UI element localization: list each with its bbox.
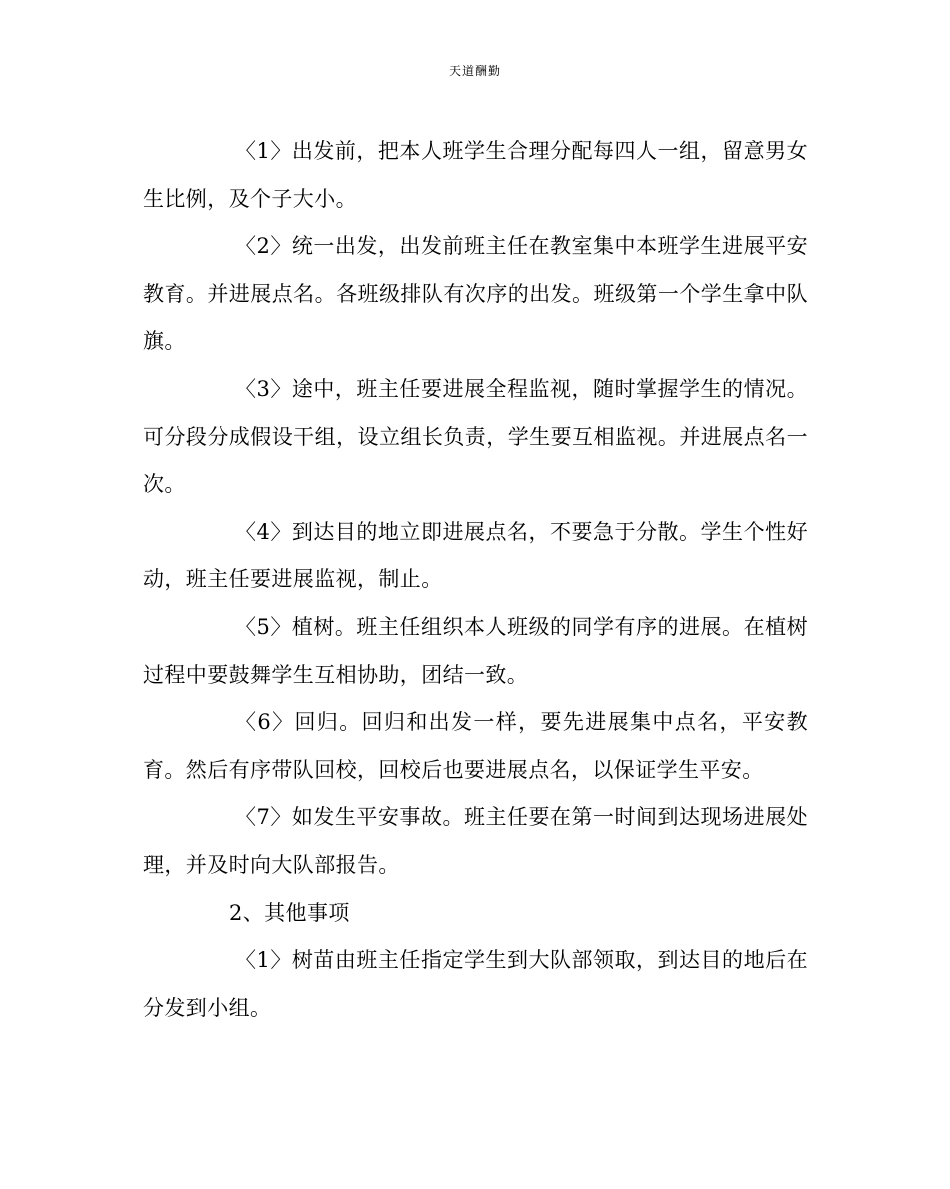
paragraph-item-1: 〈1〉出发前，把本人班学生合理分配每四人一组，留意男女生比例，及个子大小。 xyxy=(143,139,808,211)
paragraph-item-4: 〈4〉到达目的地立即进展点名，不要急于分散。学生个性好动，班主任要进展监视，制止。 xyxy=(143,519,808,592)
paragraph-item-6: 〈6〉回归。回归和出发一样，要先进展集中点名，平安教育。然后有序带队回校，回校后也要进展点名，以保证学生平安。 xyxy=(143,710,808,782)
document-body xyxy=(143,128,808,1032)
paragraph-item-3: 〈3〉途中，班主任要进展全程监视，随时掌握学生的情况。可分段分成假设干组，设立组长负责，学生要互相监视。并进展点名一次。 xyxy=(143,376,808,497)
paragraph-item-2: 〈2〉统一出发，出发前班主任在教室集中本班学生进展平安教育。并进展点名。各班级排队有次序的出发。班级第一个学生拿中队旗。 xyxy=(143,234,808,354)
paragraph-other-item-1: 〈1〉树苗由班主任指定学生到大队部领取，到达目的地后在分发到小组。 xyxy=(143,948,808,1020)
paragraph-item-5: 〈5〉植树。班主任组织本人班级的同学有序的进展。在植树过程中要鼓舞学生互相协助，团结一致。 xyxy=(143,614,808,687)
page-header: 天道酬勤 xyxy=(448,64,501,78)
paragraph-item-7: 〈7〉如发生平安事故。班主任要在第一时间到达现场进展处理，并及时向大队部报告。 xyxy=(143,805,808,877)
section-heading-other-matters: 2、其他事项 xyxy=(229,900,350,925)
